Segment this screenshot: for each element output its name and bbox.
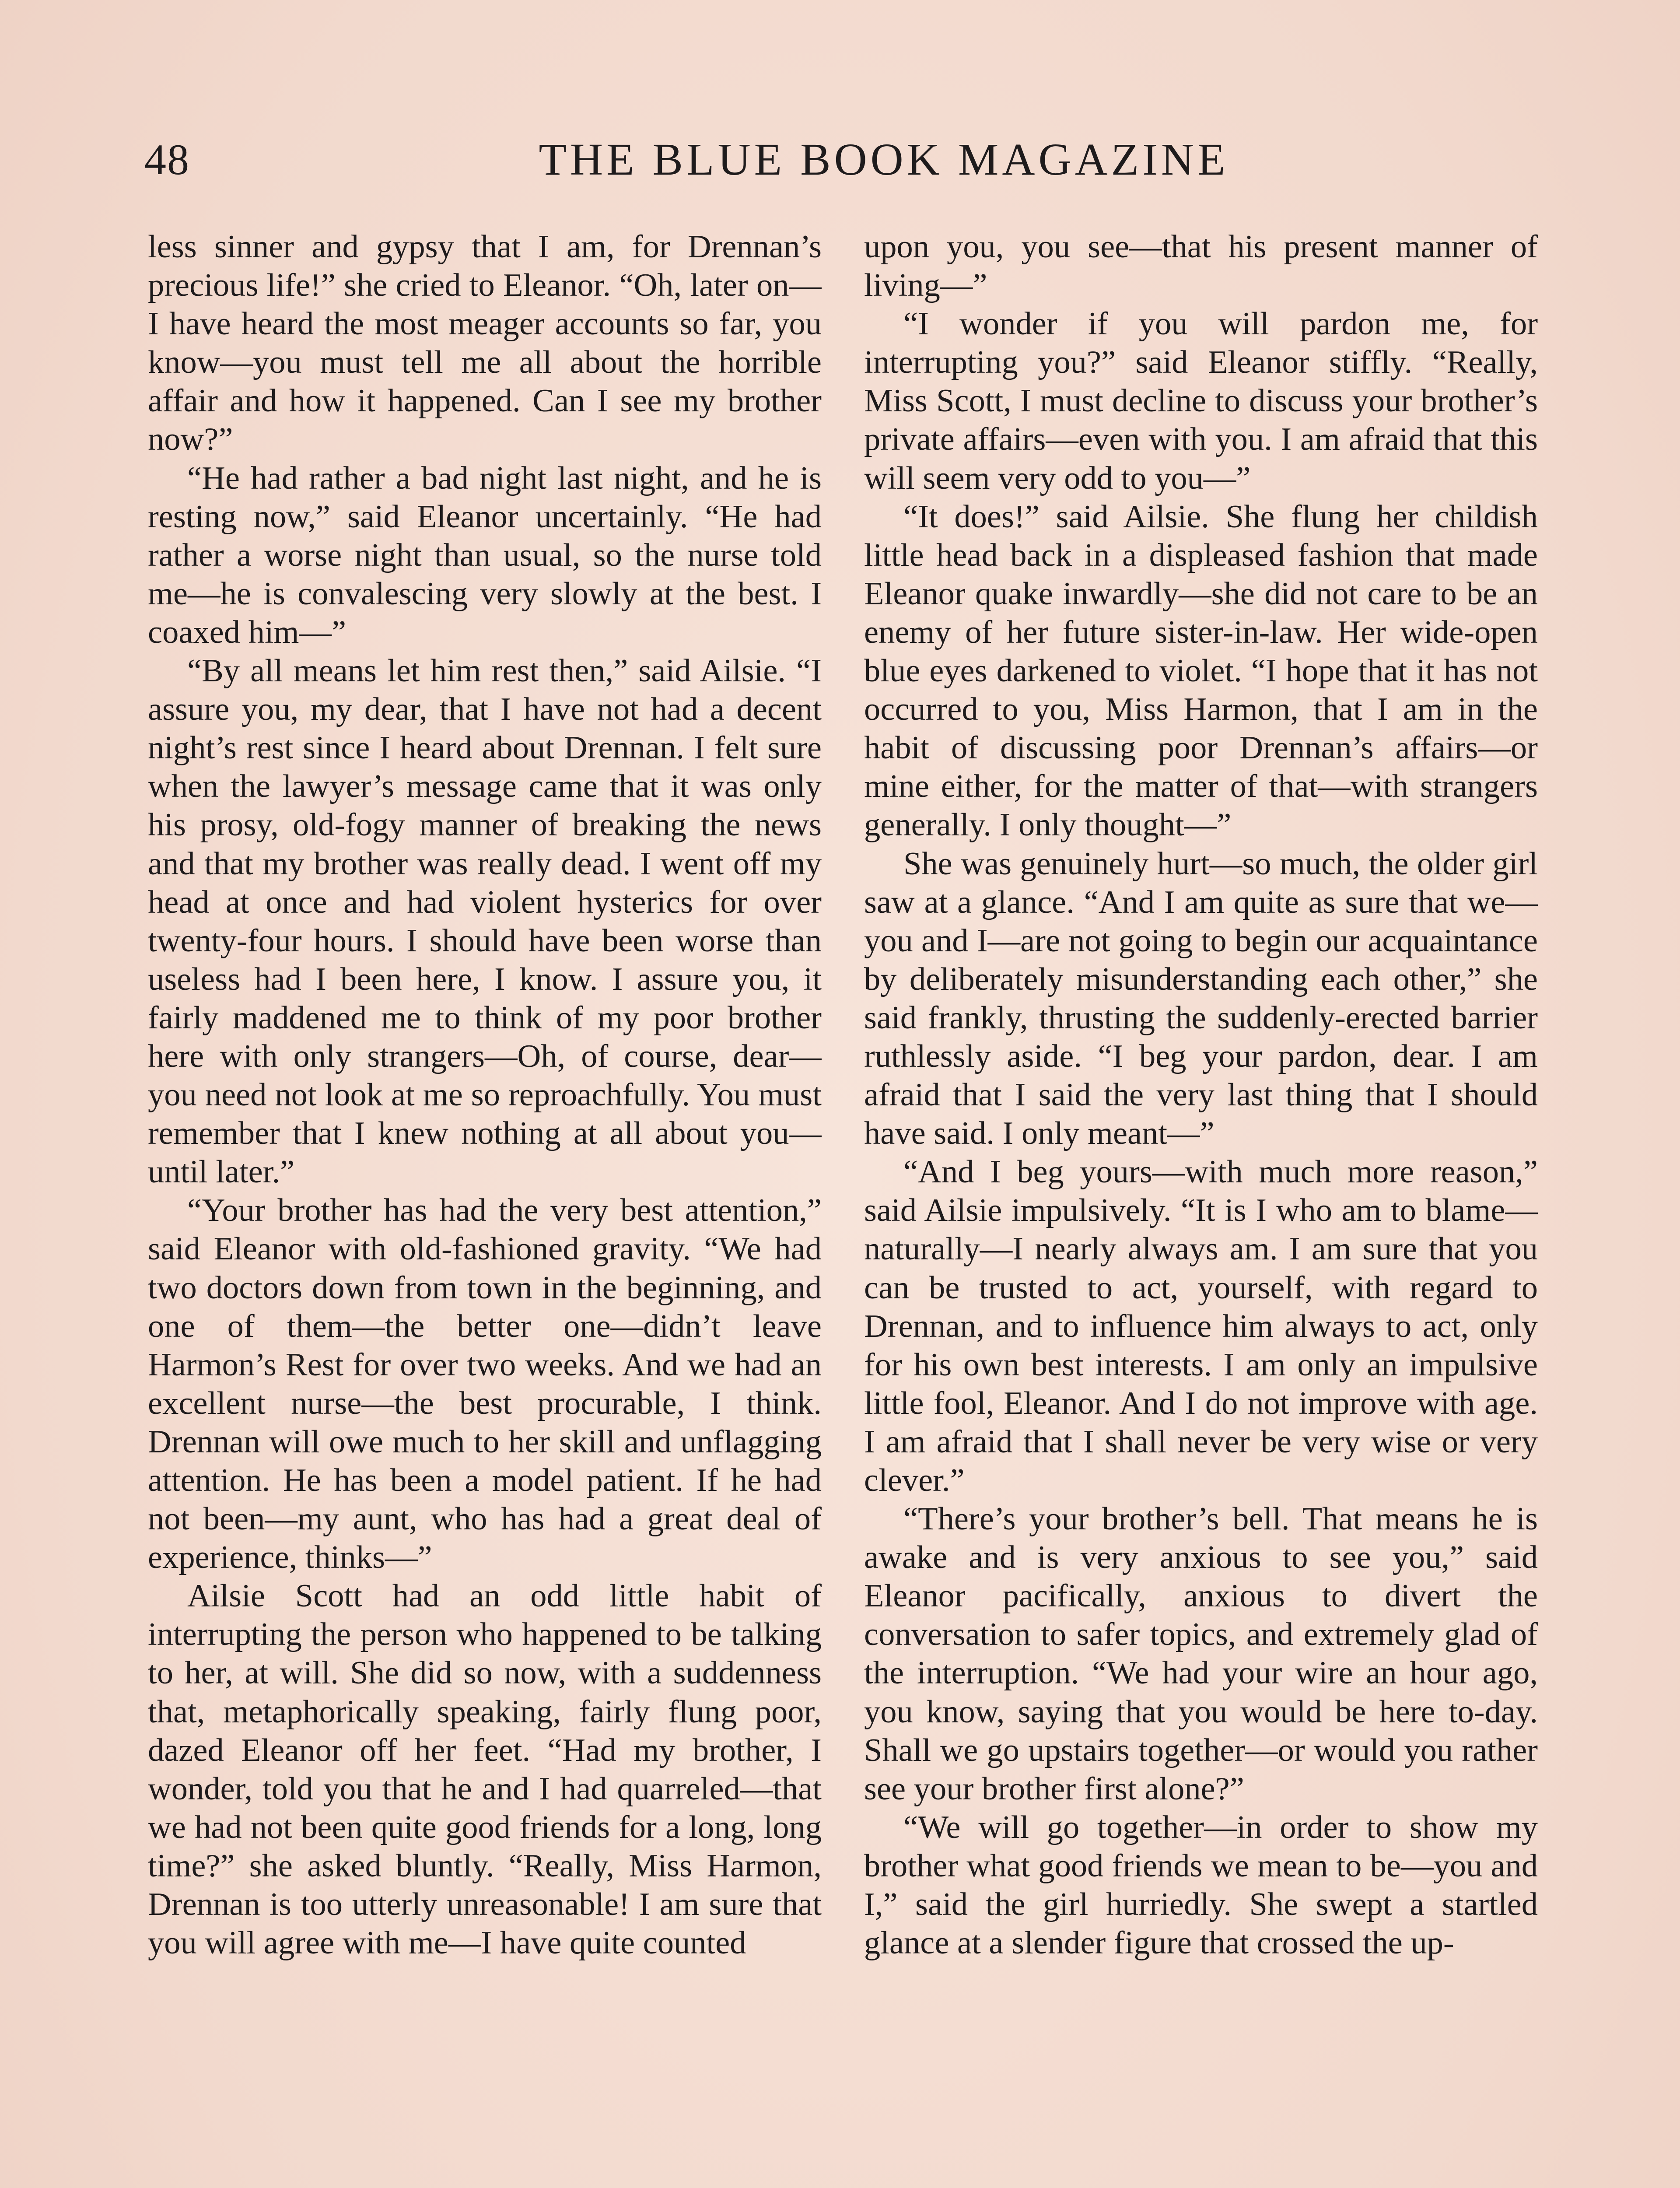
paragraph: “I wonder if you will pardon me, for interrupting you?” said Eleanor stiffly. “Really, Miss Scott, I must decline to discuss your brother’s private affairs—even with you. I am afraid that this will seem very odd to you—”	[864, 306, 1538, 496]
paragraph: “He had rather a bad night last night, and he is resting now,” said Eleanor uncertainly. “He had rather a worse night than usual, so the nurse told me—he is convalescing very slowly at the best. I coaxed him—”	[148, 460, 822, 650]
paragraph: “It does!” said Ailsie. She flung her childish little head back in a displeased fashion that made Eleanor quake inwardly—she did not care to be an enemy of her future sister-in-law. Her wide-open blue eyes darkened to violet. “I hope that it has not occurred to you, Miss Harmon, that I am in the habit of discussing poor Drennan’s affairs—or mine either, for the matter of that—with strangers generally. I only thought—”	[864, 498, 1538, 843]
paragraph: “Your brother has had the very best attention,” said Eleanor with old-fashioned gravity. “We had two doctors down from town in the beginning, and one of them—the better one—didn’t leave Harmon’s Rest for over two weeks. And we had an excellent nurse—the best procurable, I think. Drennan will owe much to her skill and unflagging attention. He has been a model patient. If he had not been—my aunt, who has had a great deal of experience, thinks—”	[148, 1192, 822, 1576]
paragraph: “By all means let him rest then,” said Ailsie. “I assure you, my dear, that I have not had a decent night’s rest since I heard about Drennan. I felt sure when the lawyer’s message came that it was only his prosy, old-fogy manner of breaking the news and that my brother was really dead. I went off my head at once and had violent hysterics for over twenty-four hours. I should have been worse than useless had I been here, I know. I assure you, it fairly maddened me to think of my poor brother here with only strangers—Oh, of course, dear—you need not look at me so reproachfully. You must remember that I knew nothing at all about you—until later.”	[148, 653, 822, 1190]
page-number: 48	[144, 135, 190, 184]
paragraph: “And I beg yours—with much more reason,” said Ailsie impulsively. “It is I who am to blame—naturally—I nearly always am. I am sure that you can be trusted to act, yourself, with regard to Drennan, and to influence him always to act, only for his own best interests. I am only an impulsive little fool, Eleanor. And I do not improve with age. I am afraid that I shall never be very wise or very clever.”	[864, 1154, 1538, 1498]
paragraph: “We will go together—in order to show my brother what good friends we mean to be—you and I,” said the girl hurriedly. She swept a startled glance at a slender figure that crossed the up-	[864, 1809, 1538, 1961]
paragraph: She was genuinely hurt—so much, the older girl saw at a glance. “And I am quite as sure that we—you and I—are not going to begin our acquaintance by deliberately misunderstanding each other,” she said frankly, thrusting the suddenly-erected barrier ruthlessly aside. “I beg your pardon, dear. I am afraid that I said the very last thing that I should have said. I only meant—”	[864, 845, 1538, 1152]
paragraph: less sinner and gypsy that I am, for Drennan’s precious life!” she cried to Eleanor. “Oh, later on—I have heard the most meager accounts so far, you know—you must tell me all about the horrible affair and how it happened. Can I see my brother now?”	[148, 229, 822, 458]
magazine-title: THE BLUE BOOK MAGAZINE	[539, 134, 1229, 185]
paragraph: Ailsie Scott had an odd little habit of interrupting the person who happened to be talking to her, at will. She did so now, with a suddenness that, metaphorically speaking, fairly flung poor, dazed Eleanor off her feet. “Had my brother, I wonder, told you that he and I had quarreled—that we had not been quite good friends for a long, long time?” she asked bluntly. “Really, Miss Harmon, Drennan is too utterly unreasonable! I am sure that you will agree with me—I have quite counted	[148, 1578, 822, 1961]
right-column	[864, 228, 1538, 2188]
left-column	[148, 228, 822, 2188]
paragraph: “There’s your brother’s bell. That means he is awake and is very anxious to see you,” said Eleanor pacifically, anxious to divert the conversation to safer topics, and extremely glad of the interruption. “We had your wire an hour ago, you know, saying that you would be here to-day. Shall we go upstairs together—or would you rather see your brother first alone?”	[864, 1501, 1538, 1807]
page-header	[144, 123, 1536, 197]
paragraph: upon you, you see—that his present manner of living—”	[864, 229, 1538, 304]
